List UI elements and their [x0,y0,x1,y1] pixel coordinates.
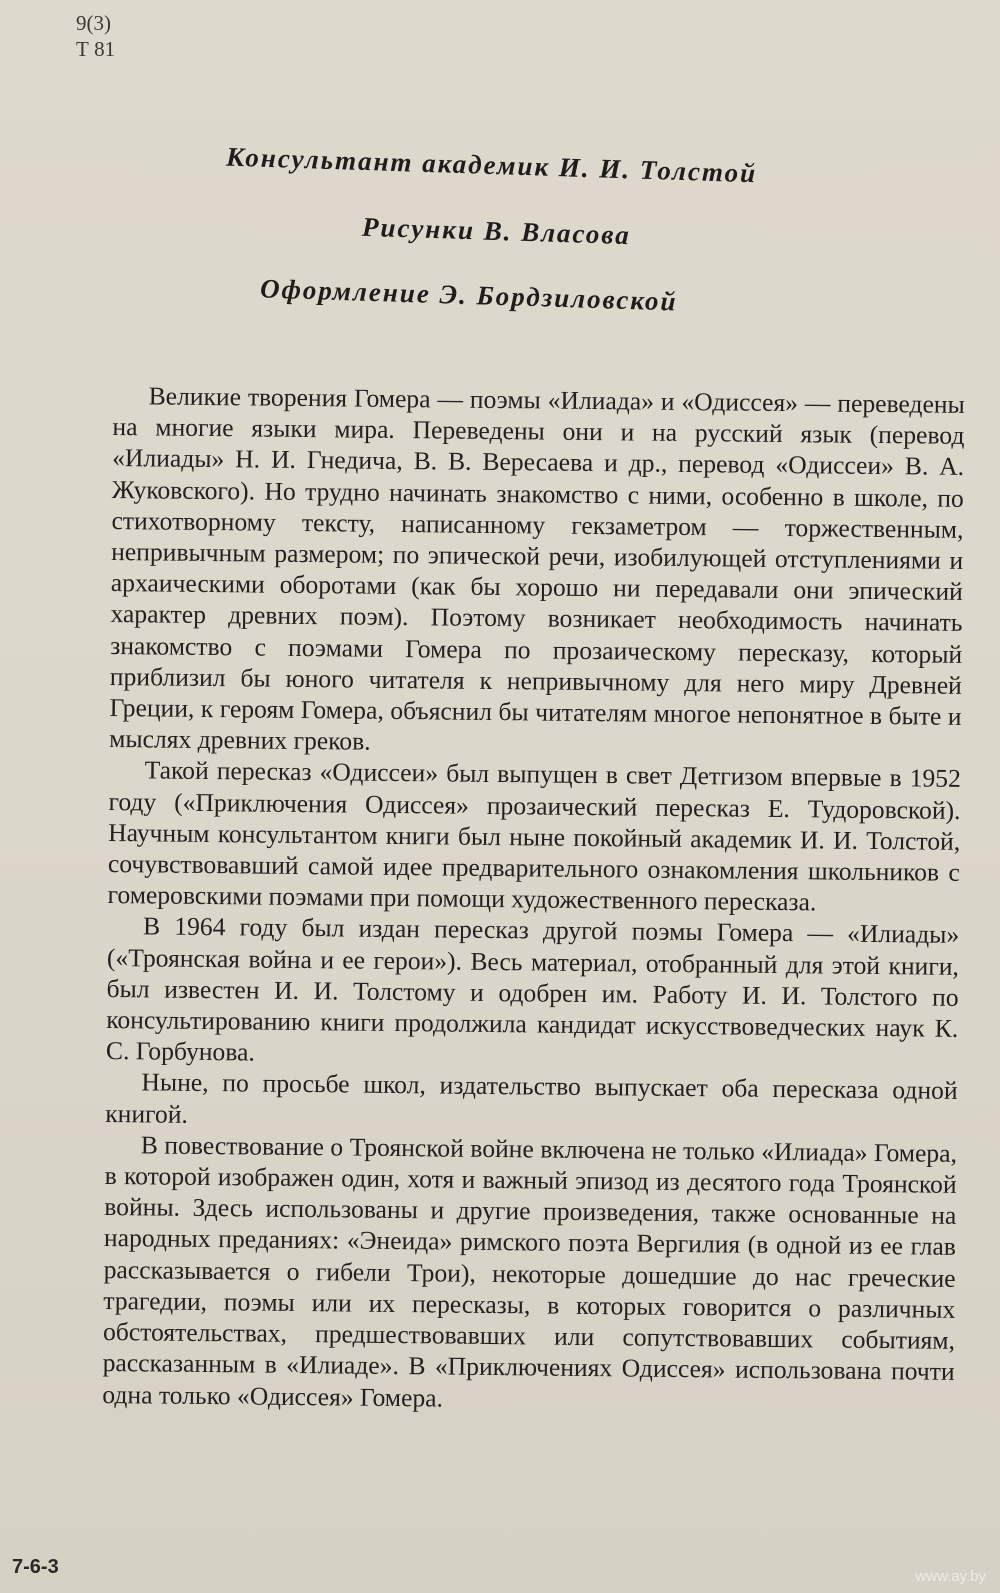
paragraph-1: Великие творения Гомера — поэмы «Илиада» и «Одиссея» — переведены на многие языки мира. Переведены они и на русский язык (перевод «Илиады» Н. И. Гнедича, В. В. Вересаева и др., перевод «Одиссеи» В. А. Жуковского). Но трудно начинать знакомство с ними, особенно в школе, по стихотворному тексту, написанному гекзаметром — торжественным, непривычным размером; по эпической речи, изобилующей отступлениями и архаическими оборотами (как бы хорошо ни передавали они эпический характер древних поэм). Поэтому возникает необходимость начинать знакомство с поэмами Гомера по прозаическому пересказу, который приблизил бы юного читателя к непривычному для него миру Древней Греции, к героям Гомера, объяснил бы читателям многое непонятное в быте и мыслях древних греков. [109,381,965,756]
paragraph-4: Ныне, по просьбе школ, издательство выпускает оба пересказа одной книгой. [105,1067,958,1129]
paragraph-5: В повествование о Троянской войне включена не только «Илиада» Гомера, в которой изображен один, хотя и важный эпизод из десятого года Троянской войны. Здесь использованы и другие произведения, также основанные на народных преданиях: «Энеида» римского поэта Вергилия (в одной из ее глав рассказывается о гибели Трои), некоторые дошедшие до нас греческие трагедии, поэмы или их пересказы, в которых говорится о различных обстоятельствах, предшествовавших или сопутствовавших событиям, рассказанным в «Илиаде». В «Приключениях Одиссея» использована почти одна только «Одиссея» Гомера. [102,1130,958,1413]
watermark-label: www.ay.by [915,1568,986,1585]
paragraph-2: Такой пересказ «Одиссеи» был выпущен в свет Детгизом впервые в 1952 году («Приключения Одиссея» прозаический пересказ Е. Тудоровской). Научным консультантом книги был ныне покойный академик И. И. Толстой, сочувствовавший самой идее предварительного ознакомления школьников с гомеровскими поэмами при помощи художественного пересказа. [107,755,962,917]
consultant-credit: Консультант академик И. И. Толстой [225,141,758,189]
illustrations-credit: Рисунки В. Власова [361,211,632,251]
foreword-text [102,380,965,1419]
design-credit: Оформление Э. Бордзиловской [259,273,678,317]
paragraph-3: В 1964 году был издан пересказ другой поэмы Гомера — «Илиады» («Троянская война и ее герои»). Весь материал, отобранный для этой книги, был известен И. И. Толстому и одобрен им. Работу И. И. Толстого по консультированию книги продолжила кандидат искусствоведческих наук К. С. Горбунова. [105,911,960,1067]
catalog-line-2: Т 81 [76,37,116,61]
catalog-line-1: 9(3) [76,11,111,35]
catalog-index [76,10,115,62]
print-code: 7-6-3 [12,1556,59,1578]
